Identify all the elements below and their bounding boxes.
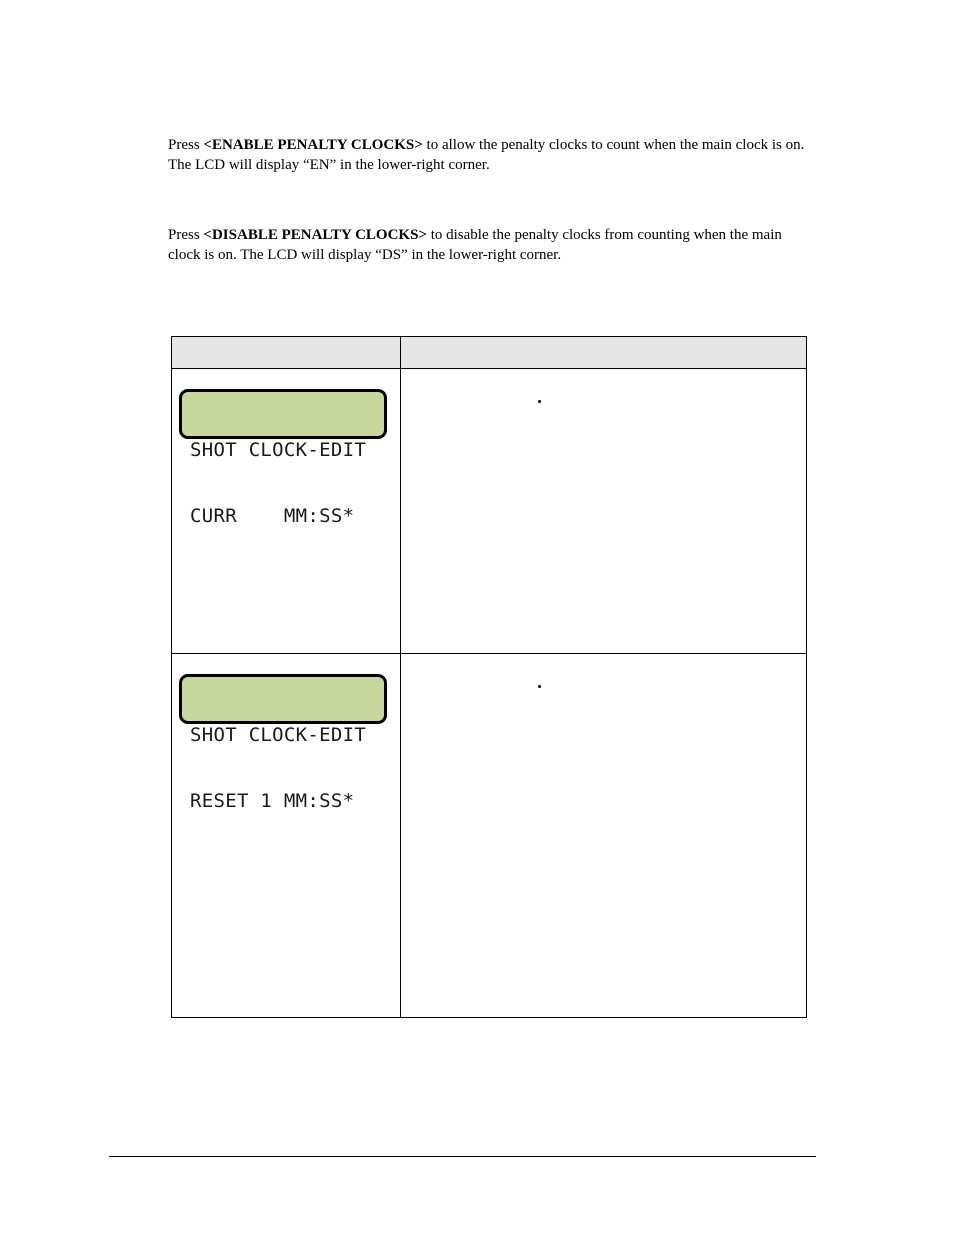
lcd-line-1: SHOT CLOCK-EDIT (190, 439, 367, 461)
enable-penalty-clocks-paragraph (168, 135, 818, 175)
row-divider (172, 653, 806, 654)
enable-penalty-clocks-key: <ENABLE PENALTY CLOCKS> (203, 137, 423, 153)
bullet-dot (538, 400, 541, 403)
disable-prefix: Press (168, 227, 204, 243)
disable-penalty-clocks-paragraph (168, 225, 818, 265)
lcd-display-reset (179, 674, 387, 812)
table-header-row (172, 337, 806, 369)
disable-penalty-clocks-key: <DISABLE PENALTY CLOCKS> (203, 227, 427, 243)
lcd-display-table (171, 336, 807, 1018)
footer-rule (109, 1156, 816, 1157)
enable-description: to allow the penalty clocks to count when the main clock is on. The LCD will display “EN” in the lower-right corner. (168, 137, 805, 173)
column-divider (400, 337, 401, 1017)
bullet-dot (538, 685, 541, 688)
disable-description: to disable the penalty clocks from counting when the main clock is on. The LCD will display “DS” in the lower-right corner. (168, 227, 782, 263)
lcd-line-2: CURR MM:SS* (190, 505, 355, 527)
enable-prefix: Press (168, 137, 204, 153)
lcd-line-2: RESET 1 MM:SS* (190, 790, 355, 812)
lcd-line-1: SHOT CLOCK-EDIT (190, 724, 367, 746)
lcd-display-current (179, 389, 387, 527)
